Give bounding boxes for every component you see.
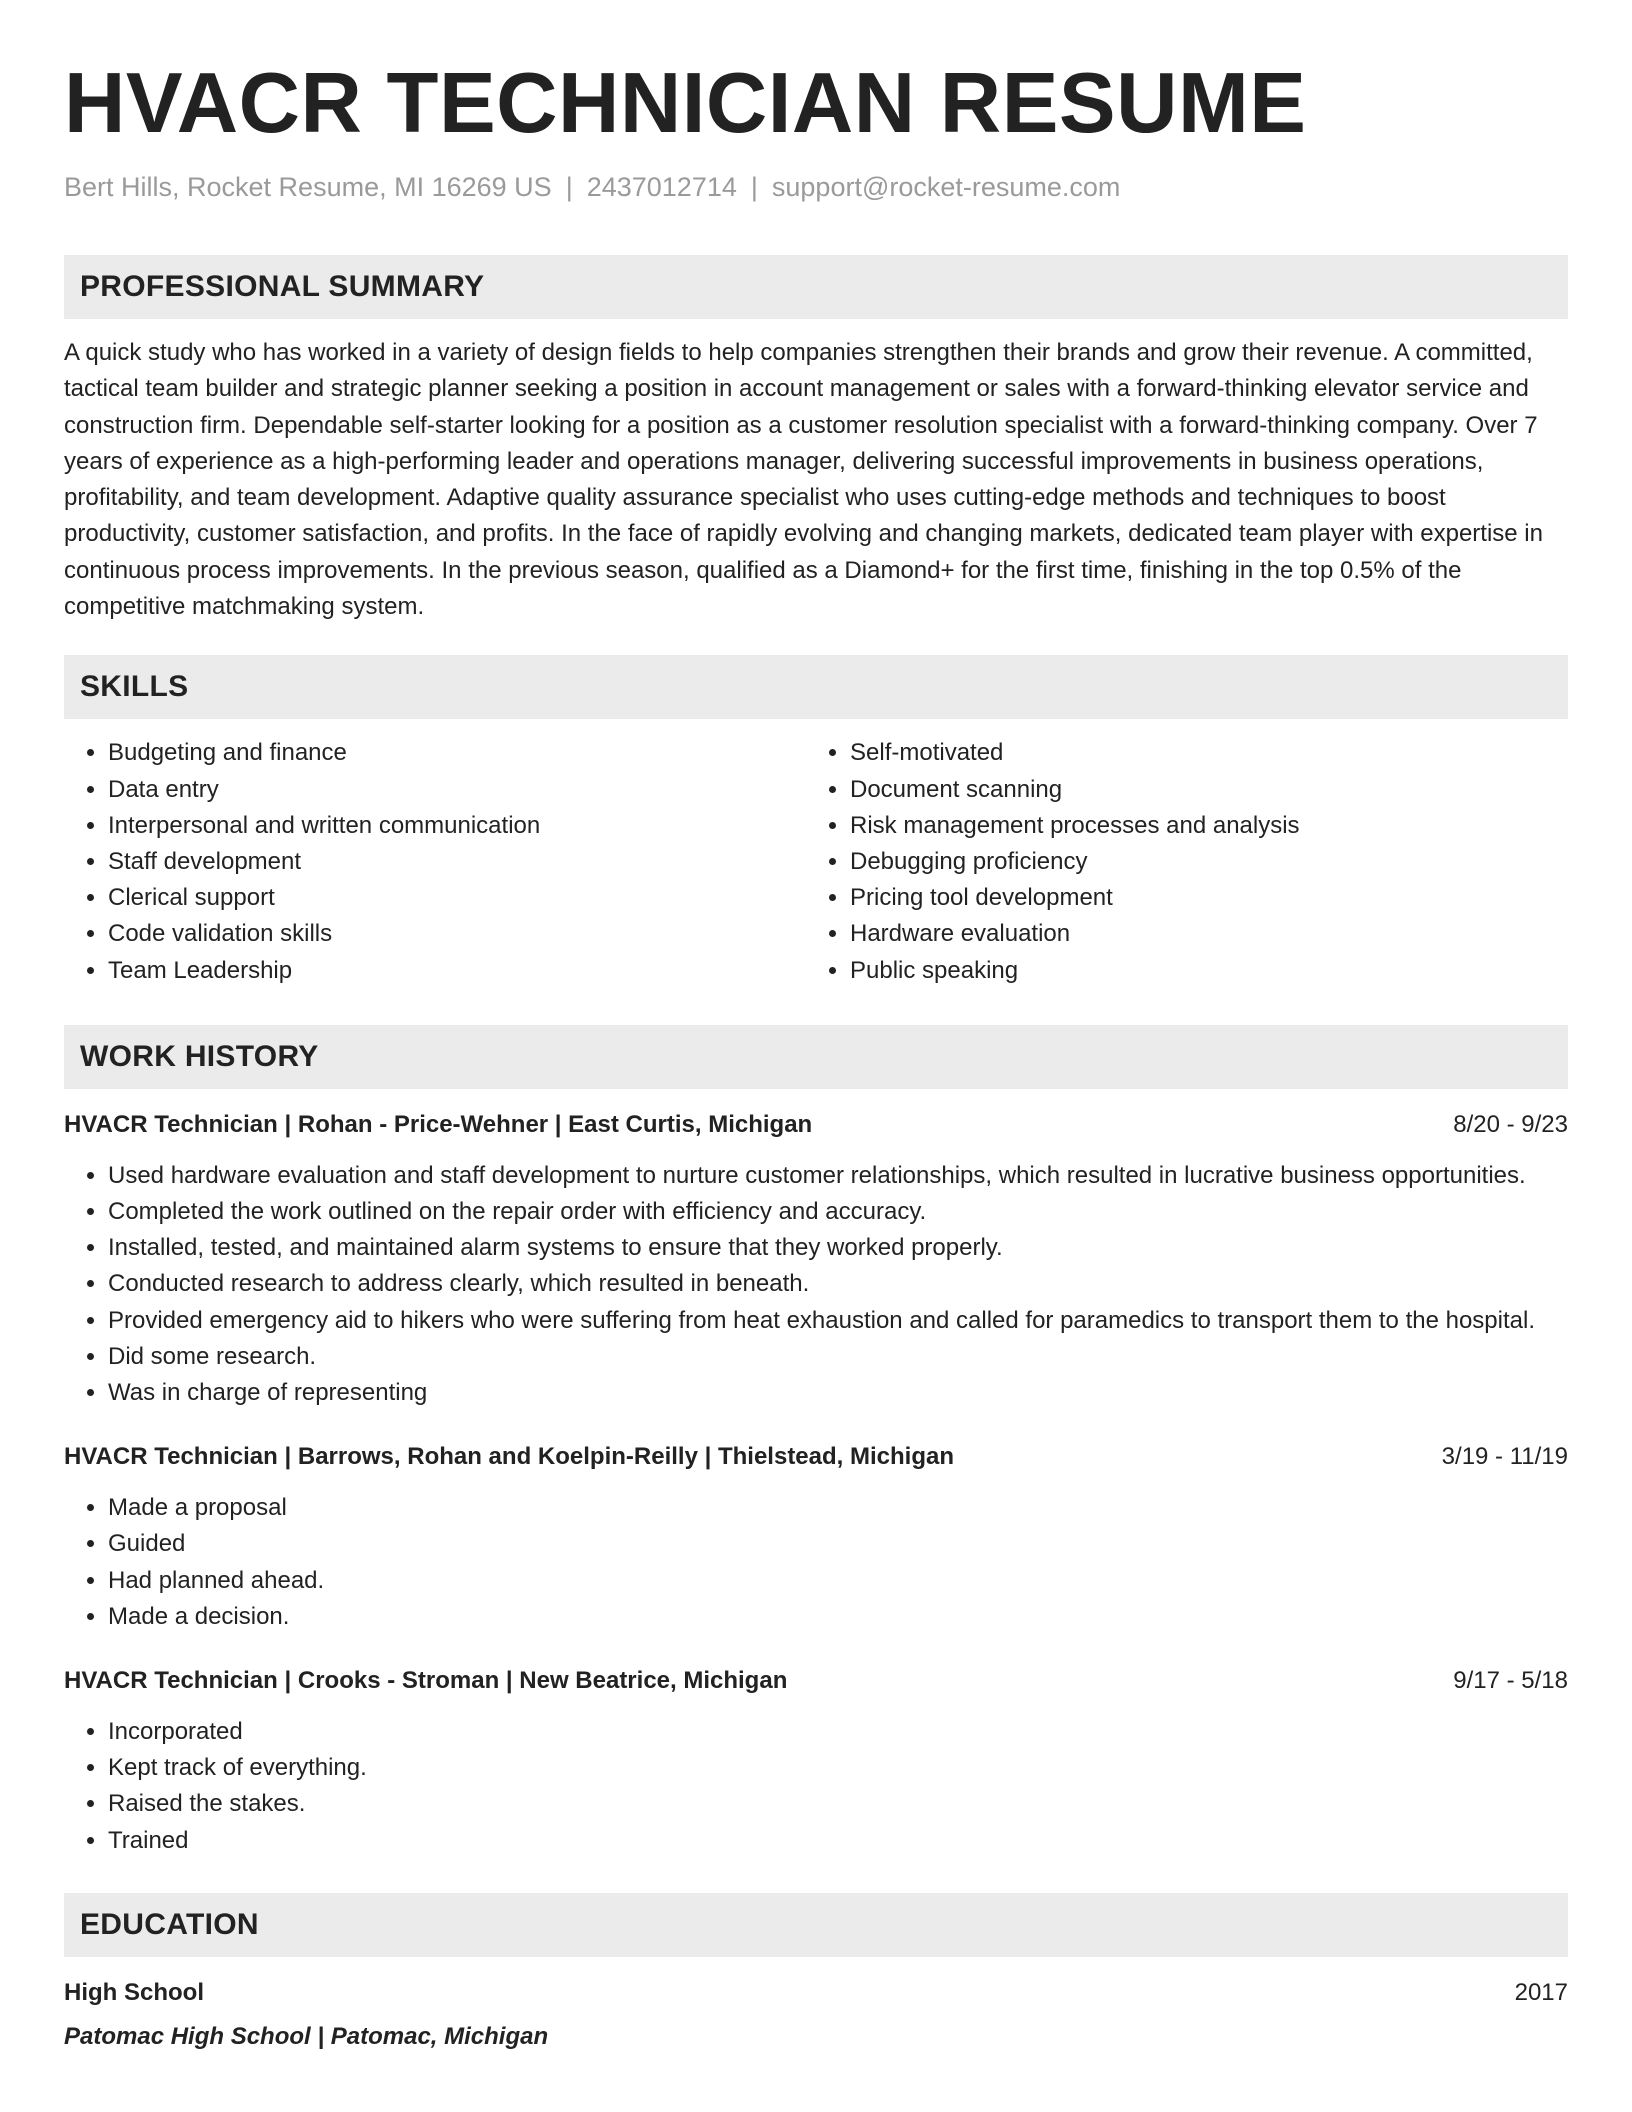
contact-separator: | <box>565 172 573 202</box>
job-bullet: • Used hardware evaluation and staff development to nurture customer relationships, which resulted in lucrative business opportunities. <box>108 1158 1568 1194</box>
job-header <box>64 1663 1568 1699</box>
job-bullet-list <box>64 1714 1568 1859</box>
job-bullet-list <box>64 1490 1568 1635</box>
skill-item: • Interpersonal and written communication <box>108 808 806 844</box>
skill-item: • Budgeting and finance <box>108 735 806 771</box>
resume-page <box>64 0 1568 2055</box>
job-bullet: • Completed the work outlined on the repair order with efficiency and accuracy. <box>108 1194 1568 1230</box>
job-bullet: • Made a decision. <box>108 1599 1568 1635</box>
job-dates: 9/17 - 5/18 <box>1453 1667 1568 1695</box>
job-bullet: • Trained <box>108 1823 1568 1859</box>
contact-line <box>64 170 1568 204</box>
skills-heading: SKILLS <box>64 655 1568 719</box>
skill-item: • Team Leadership <box>108 953 806 989</box>
skill-item: • Self-motivated <box>850 735 1548 771</box>
education-row <box>64 1975 1568 2011</box>
skill-item: • Clerical support <box>108 880 806 916</box>
job-bullet: • Was in charge of representing <box>108 1375 1568 1411</box>
summary-text: A quick study who has worked in a variety of design fields to help companies strengthen their brands and grow their revenue. A committed, tactical team builder and strategic planner seeking a position in account management or sales with a forward-thinking elevator service and construction firm. Dependable self-starter looking for a position as a customer resolution specialist with a forward-thinking company. Over 7 years of experience as a high-performing leader and operations manager, delivering successful improvements in business operations, profitability, and team development. Adaptive quality assurance specialist who uses cutting-edge methods and techniques to boost productivity, customer satisfaction, and profits. In the face of rapidly evolving and changing markets, dedicated team player with expertise in continuous process improvements. In the previous season, qualified as a Diamond+ for the first time, finishing in the top 0.5% of the competitive matchmaking system. <box>64 339 1543 621</box>
skills-list-right <box>806 735 1548 988</box>
contact-phone: 2437012714 <box>586 172 737 202</box>
job-bullet: • Kept track of everything. <box>108 1750 1568 1786</box>
resume-title: HVACR TECHNICIAN RESUME <box>64 56 1307 151</box>
job-bullet: • Provided emergency aid to hikers who were suffering from heat exhaustion and called for paramedics to transport them to the hospital. <box>108 1303 1568 1339</box>
job-bullet: • Installed, tested, and maintained alarm systems to ensure that they worked properly. <box>108 1230 1568 1266</box>
job-title: HVACR Technician | Barrows, Rohan and Koelpin-Reilly | Thielstead, Michigan <box>64 1443 955 1471</box>
skill-item: • Hardware evaluation <box>850 916 1548 952</box>
skill-item: • Data entry <box>108 772 806 808</box>
job-entry <box>64 1439 1568 1635</box>
job-header <box>64 1107 1568 1143</box>
job-bullet: • Raised the stakes. <box>108 1786 1568 1822</box>
job-bullet: • Guided <box>108 1526 1568 1562</box>
skill-item: • Pricing tool development <box>850 880 1548 916</box>
contact-address: Bert Hills, Rocket Resume, MI 16269 US <box>64 172 552 202</box>
summary-heading: PROFESSIONAL SUMMARY <box>64 255 1568 319</box>
education-heading: EDUCATION <box>64 1893 1568 1957</box>
skill-item: • Risk management processes and analysis <box>850 808 1548 844</box>
education-degree: High School <box>64 1978 204 2006</box>
job-bullet-list <box>64 1158 1568 1411</box>
job-title: HVACR Technician | Crooks - Stroman | New Beatrice, Michigan <box>64 1667 788 1695</box>
education-year: 2017 <box>1514 1978 1568 2006</box>
work-history-heading: WORK HISTORY <box>64 1025 1568 1089</box>
job-header <box>64 1439 1568 1475</box>
job-entry <box>64 1663 1568 1859</box>
job-entry <box>64 1107 1568 1411</box>
job-dates: 3/19 - 11/19 <box>1441 1443 1568 1471</box>
skill-item: • Debugging proficiency <box>850 844 1548 880</box>
contact-separator: | <box>750 172 758 202</box>
skill-item: • Document scanning <box>850 772 1548 808</box>
job-bullet: • Conducted research to address clearly, which resulted in beneath. <box>108 1266 1568 1302</box>
contact-email[interactable]: support@rocket-resume.com <box>771 172 1121 202</box>
skill-item: • Public speaking <box>850 953 1548 989</box>
job-bullet: • Did some research. <box>108 1339 1568 1375</box>
job-dates: 8/20 - 9/23 <box>1453 1110 1568 1138</box>
skill-item: • Code validation skills <box>108 916 806 952</box>
job-bullet: • Made a proposal <box>108 1490 1568 1526</box>
skill-item: • Staff development <box>108 844 806 880</box>
job-title: HVACR Technician | Rohan - Price-Wehner | East Curtis, Michigan <box>64 1110 813 1138</box>
skills-list-left <box>64 735 806 988</box>
education-school: Patomac High School | Patomac, Michigan <box>64 2022 549 2050</box>
skills-columns <box>64 735 1568 988</box>
job-bullet: • Incorporated <box>108 1714 1568 1750</box>
job-bullet: • Had planned ahead. <box>108 1563 1568 1599</box>
